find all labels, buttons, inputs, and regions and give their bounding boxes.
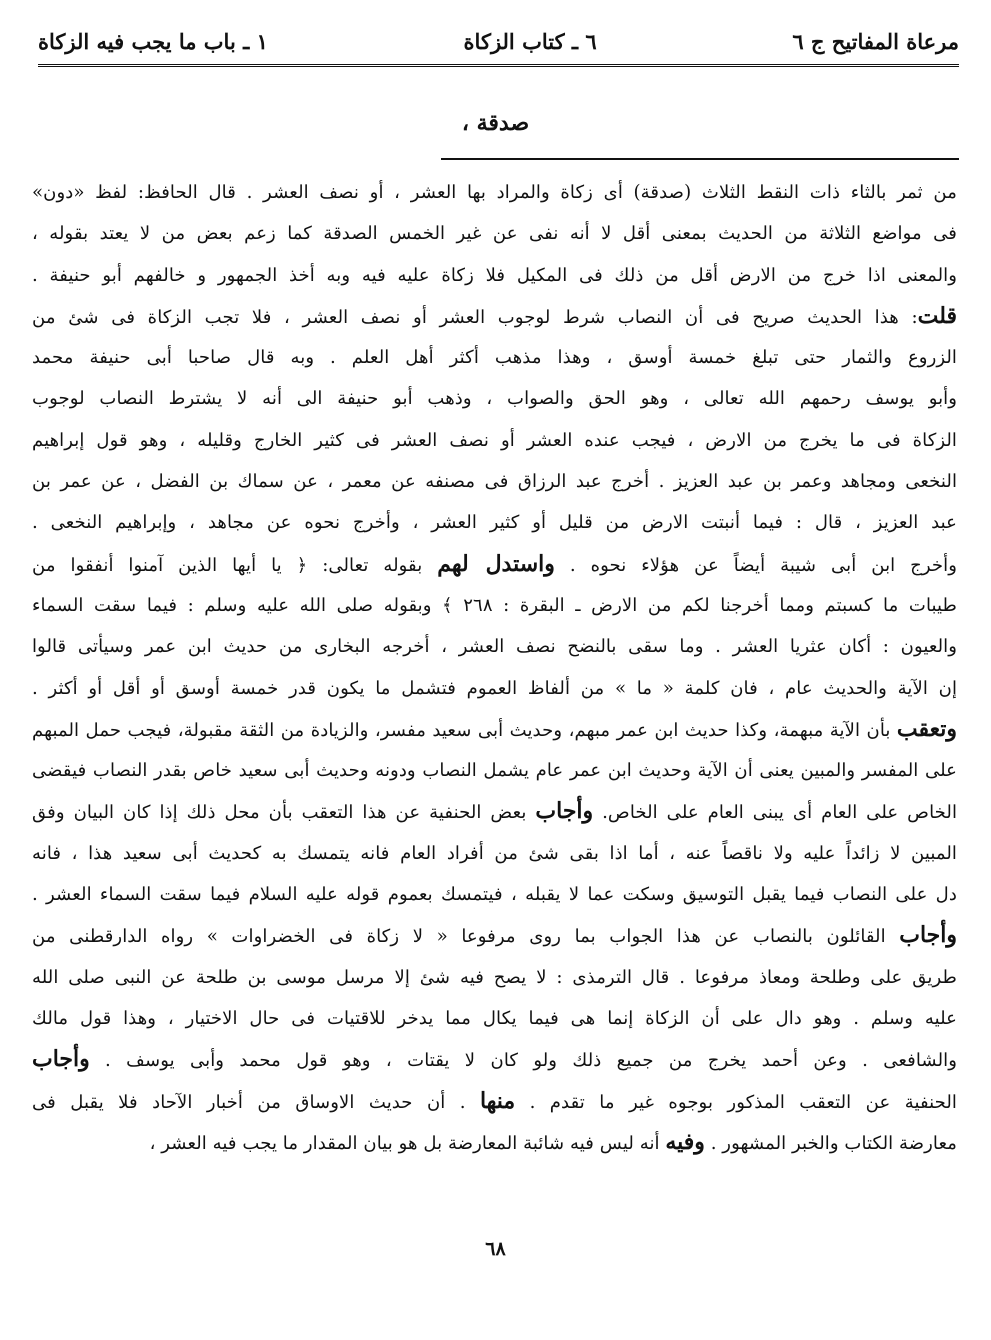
section-title: صدقة ، [461,110,530,136]
text-segment: طريق على وطلحة ومعاذ مرفوعا . قال الترمذى : لا يصح فيه شئ إلا مرسل موسى بن طلحة عن النبى صلى الله [32,966,957,988]
text-line [32,255,957,296]
text-segment: عليه وسلم . وهو دال على أن الزكاة إنما هى فيما يكال مما يدخر للاقتيات فى حال الاختيار ، وهذا قول مالك [32,1007,957,1029]
text-segment: والمعنى اذا خرج من الارض أقل من ذلك فى المكيل فلا زكاة عليه فيه وبه أخذ الجمهور و خالفهم أبو حنيفة . [32,264,957,286]
keyword-heading: واستدل لهم [437,550,555,577]
keyword-heading: قلت [917,302,957,329]
text-segment: النخعى ومجاهد وعمر بن عبد العزيز . أخرج عبد الرزاق فى مصنفه عن معمر ، عن سماك بن الفضل ، عن عمر بن [32,471,957,493]
text-line [32,461,957,502]
text-segment: : هذا الحديث صريح فى أن النصاب شرط لوجوب العشر أو نصف العشر ، فلا تجب الزكاة فى شئ من [32,306,918,328]
text-segment: . أن حديث الاوساق من أخبار الآحاد فلا يقبل فى [32,1091,480,1113]
text-line [32,502,957,543]
text-segment: وأخرج ابن أبى شيبة أيضاً عن هؤلاء نحوه . [554,554,957,576]
text-segment: والشافعى . وعن أحمد يخرج من جميع ذلك ولو كان لا يقتات ، وهو قول محمد وأبى يوسف . [89,1050,957,1072]
text-segment: الحنفية عن التعقب المذكور بوجوه غير ما تقدم . [515,1091,957,1113]
header-bab-title: ١ ـ باب ما يجب فيه الزكاة [38,28,268,54]
text-segment: بعض الحنفية عن هذا التعقب بأن محل ذلك إذا كان البيان وفق [32,802,536,824]
text-line [32,833,957,874]
text-line [32,874,957,915]
text-line [32,1039,957,1080]
text-line [32,544,957,585]
keyword-heading: منها [479,1087,516,1114]
text-line [32,750,957,791]
text-line [32,378,957,419]
text-segment: الخاص على العام أى يبنى العام على الخاص. [593,802,957,824]
text-segment: أنه ليس فيه شائبة المعارضة بل هو بيان المقدار ما يجب فيه العشر ، [149,1132,666,1154]
text-segment: عبد العزيز ، قال : فيما أنبتت الارض من قليل أو كثير العشر ، وأخرج نحوه عن مجاهد ، وإبراهيم النخعى . [32,512,957,534]
keyword-heading: وأجاب [899,922,957,949]
text-segment: بأن الآية مبهمة، وكذا حديث ابن عمر مبهم، وحديث أبى سعيد مفسر، والزيادة من الثقة مقبولة، فيجب حمل المبهم [32,719,897,741]
text-line [32,172,957,213]
page-number: ٦٨ [485,1238,506,1260]
text-line [32,585,957,626]
keyword-heading: وأجاب [32,1046,90,1073]
keyword-heading: وأجاب [535,798,594,825]
keyword-heading: وتعقب [896,715,957,742]
text-line [32,957,957,998]
keyword-heading: وفيه [665,1128,705,1155]
text-line [32,1122,957,1163]
text-segment: والعيون : أكان عثريا العشر . وما سقى بالنضح نصف العشر ، أخرجه البخارى من حديث ابن عمر وسيأتى قالوا [32,636,957,658]
text-line [32,709,957,750]
header-double-rule [38,64,959,67]
text-segment: بقوله تعالى: ﴿ يا أيها الذين آمنوا أنفقوا من [32,554,438,576]
text-line [32,998,957,1039]
header-book-title: مرعاة المفاتيح ج ٦ [792,28,959,54]
text-line [32,791,957,832]
text-segment: المبين لا زائداً عليه ولا ناقصاً عنه ، أما اذا بقى شئ من أفراد العام فانه يتمسك به كحديث أبى سعيد هذا ، فانه [32,842,957,864]
text-line [32,420,957,461]
header-kitab-title: ٦ ـ كتاب الزكاة [463,28,597,54]
text-segment: على المفسر والمبين يعنى أن الآية وحديث ابن عمر عام يشمل النصاب ودونه وحديث أبى سعيد خاص بقدر النصاب فيقضى [32,760,957,782]
text-segment: دل على النصاب فيما يقبل التوسيق وسكت عما لا يقبله ، فيتمسك بعموم قوله عليه السلام فيما سقت السماء العشر . [32,884,957,906]
text-segment: الزكاة فى ما يخرج من الارض ، فيجب عنده العشر أو نصف العشر فى كثير الخارج وقليله ، وهو قول إبراهيم [32,429,957,451]
commentary-body [32,172,957,1163]
text-segment: طيبات ما كسبتم ومما أخرجنا لكم من الارض ـ البقرة : ٢٦٨ ﴾ وبقوله صلى الله عليه وسلم : فيما سقت السماء [32,594,957,616]
text-line [32,1081,957,1122]
text-line [32,296,957,337]
text-segment: فى مواضع الثلاثة من الحديث بمعنى أقل لا أنه نفى عن غير الخمس الصدقة كما زعم بعض من لا يعتد بقوله ، [32,223,957,245]
text-line [32,213,957,254]
commentary-separator-rule [441,158,959,160]
text-line [32,337,957,378]
text-segment: القائلون بالنصاب عن هذا الجواب بما روى مرفوعا « لا زكاة فى الخضراوات » رواه الدارقطنى من [32,926,900,948]
text-segment: من ثمر بالثاء ذات النقط الثلاث (صدقة) أى زكاة والمراد بها العشر ، أو نصف العشر . قال الحافظ: لفظ «دون» [32,182,957,203]
running-header [38,18,959,64]
text-segment: إن الآية والحديث عام ، فان كلمة « ما » من ألفاظ العموم فتشمل ما يكون قدر خمسة أوسق أو أقل أو أكثر . [32,677,957,699]
text-line [32,626,957,667]
text-line [32,668,957,709]
text-line [32,915,957,956]
text-segment: وأبو يوسف رحمهم الله تعالى ، وهو الحق والصواب ، وذهب أبو حنيفة الى أنه لا يشترط النصاب لوجوب [32,388,957,410]
text-segment: الزروع والثمار حتى تبلغ خمسة أوسق ، وهذا مذهب أكثر أهل العلم . وبه قال صاحبا أبى حنيفة محمد [32,347,957,369]
text-segment: معارضة الكتاب والخبر المشهور . [704,1132,957,1154]
